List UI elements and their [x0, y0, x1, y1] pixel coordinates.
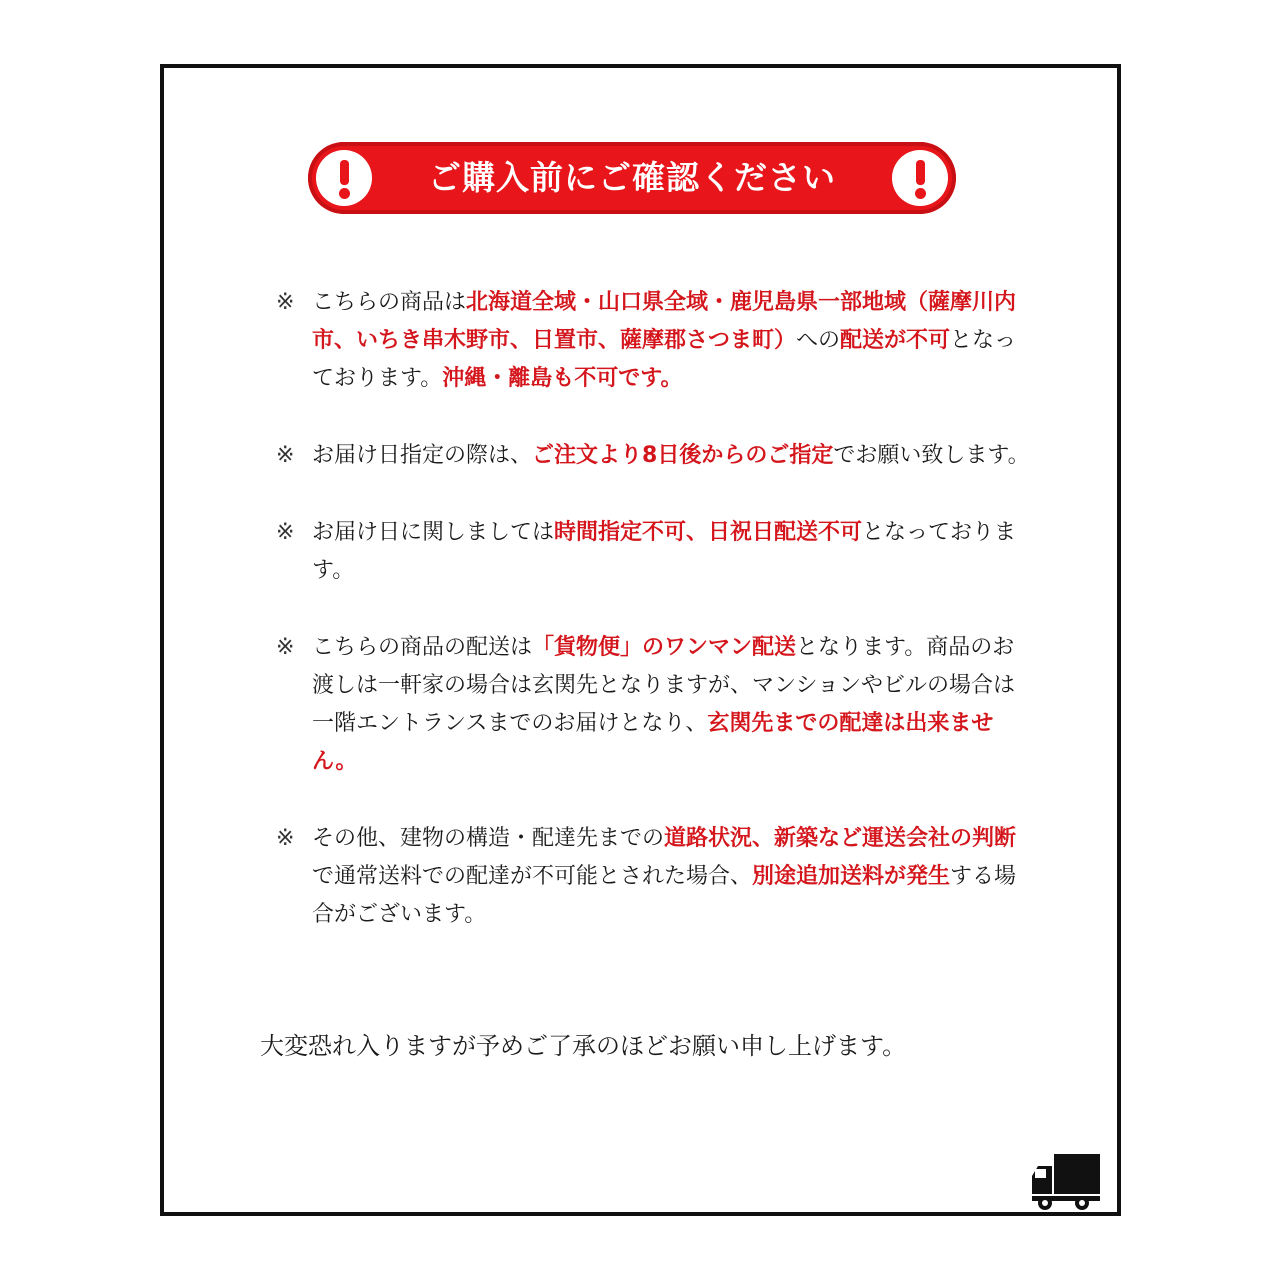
truck-icon [1030, 1152, 1102, 1214]
reference-mark: ※ [276, 826, 295, 851]
notice-text: でお願い致します。 [833, 443, 1030, 468]
notice-highlight: 道路状況、新築など運送会社の判断 [664, 826, 1017, 851]
notice-highlight: 沖縄・離島も不可です。 [442, 366, 683, 391]
notice-highlight: 時間指定不可、日祝日配送不可 [554, 520, 863, 545]
notice-text: その他、建物の構造・配達先までの [312, 826, 665, 851]
notice-item [276, 629, 1036, 781]
banner-title: ご購入前にご確認ください [428, 158, 836, 197]
notice-highlight: 別途追加送料が発生 [752, 864, 951, 889]
notice-text: する場合がございます。 [312, 864, 1017, 927]
closing-message: 大変恐れ入りますが予めご了承のほどお願い申し上げます。 [260, 1032, 907, 1060]
notice-text: こちらの商品の配送は [312, 635, 533, 660]
notice-highlight: 配送が不可 [840, 328, 951, 353]
notice-item [276, 437, 1036, 475]
notice-text: となっております。 [312, 520, 1017, 583]
notice-highlight: 玄関先までの配達は出来ません。 [312, 711, 994, 774]
notice-text: こちらの商品は [312, 290, 467, 315]
exclamation-icon [316, 150, 372, 206]
notice-item [276, 284, 1036, 398]
notice-item [276, 820, 1036, 934]
exclamation-icon [892, 150, 948, 206]
notice-text: となっております。 [312, 328, 1017, 391]
reference-mark: ※ [276, 443, 295, 468]
notice-text: への [796, 328, 841, 353]
reference-mark: ※ [276, 520, 295, 545]
notice-highlight: ご注文より8日後からのご指定 [532, 443, 834, 468]
notice-text: お届け日に関しましては [312, 520, 555, 545]
notice-highlight: 「貨物便」のワンマン配送 [532, 635, 797, 660]
reference-mark: ※ [276, 635, 295, 660]
notice-list [276, 284, 1036, 973]
notice-text: お届け日指定の際は、 [312, 443, 533, 468]
notice-item [276, 514, 1036, 590]
notice-text: で通常送料での配達が不可能とされた場合、 [312, 864, 753, 889]
notice-text: となります。商品のお渡しは一軒家の場合は玄関先となりますが、マンションやビルの場合は一階エントランスまでのお届けとなり、 [312, 635, 1016, 736]
notice-banner [308, 142, 956, 214]
reference-mark: ※ [276, 290, 295, 315]
notice-frame [160, 64, 1121, 1216]
notice-highlight: 北海道全域・山口県全域・鹿児島県一部地域（薩摩川内市、いちき串木野市、日置市、薩摩郡さつま町） [312, 290, 1017, 353]
